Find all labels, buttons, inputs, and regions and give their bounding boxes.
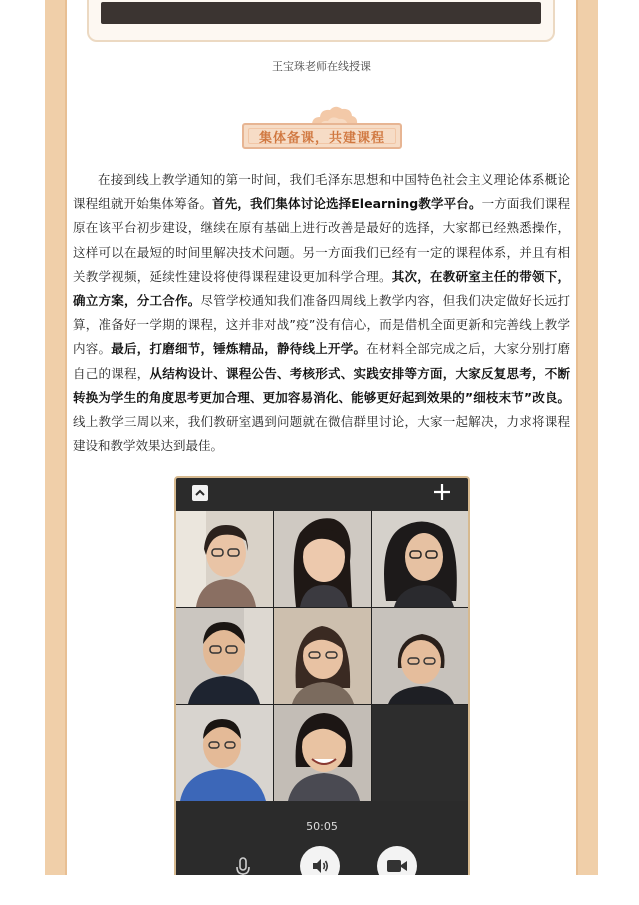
participant-video-2[interactable] [274,511,371,607]
participant-video-3[interactable] [372,511,469,607]
participant-video-1[interactable] [176,511,273,607]
article-text: 一方面我们课程原在该平台初步建设，继续在原有基础上进行改善是最好的选择，大家都已经熟悉操作，这样可以在最短的时间里解决技术问题。另一方面我们已经有一定的课程体系，并且有相关教学视频，延续性建设将使得课程建设更加科学合理。 [73,196,570,284]
article-emphasis: 其次，在教研室主任的带领下，确立方案，分工合作。 [73,268,570,309]
participant-video-4[interactable] [176,608,273,704]
article-text: 在材料全部完成之后，大家分别打磨自己的课程， [73,341,570,381]
participant-video-5[interactable] [274,608,371,704]
participant-grid [176,511,468,801]
collapse-button[interactable] [192,485,208,501]
article-text: 在接到线上教学通知的第一时间，我们毛泽东思想和中国特色社会主义理论体系概论课程组就开始集体筹备。 [73,172,570,212]
left-decorative-stripe [45,0,67,875]
participant-video-6[interactable] [372,608,469,704]
participant-video-8[interactable] [274,705,371,801]
article-text: 线上教学三周以来，我们教研室遇到问题就在微信群里讨论，大家一起解决，力求将课程建设和教学效果达到最佳。 [73,414,570,454]
video-call-screenshot [174,476,470,875]
right-decorative-stripe [576,0,598,875]
empty-video-slot [372,705,469,801]
microphone-icon[interactable] [234,856,252,875]
article-emphasis: 首先，我们集体讨论选择Elearning教学平台。 [212,196,482,212]
speaker-icon [310,856,330,875]
article-paragraph [73,168,570,458]
article-emphasis: 最后，打磨细节，锤炼精品，静待线上开学。 [111,341,367,357]
article-text: 尽管学校通知我们准备四周线上教学内容，但我们决定做好长远打算，准备好一学期的课程，这并非对战”疫”没有信心，而是借机全面更新和完善线上教学内容。 [73,293,570,357]
call-topbar [176,478,468,510]
camera-button[interactable] [377,846,417,875]
participant-video-7[interactable] [176,705,273,801]
section-heading: 集体备课，共建课程 [258,130,385,146]
section-heading-badge [242,123,402,149]
article-emphasis: 从结构设计、课程公告、考核形式、实践安排等方面，大家反复思考，不断转换为学生的角度思考更加合理、更加容易消化、能够更好起到效果的”细枝末节”改良。 [73,365,570,405]
speaker-button[interactable] [300,846,340,875]
camera-icon [386,858,408,874]
photo-caption: 王宝珠老师在线授课 [272,60,371,73]
top-photo-frame [87,0,555,42]
top-photo [101,2,541,24]
chevron-up-icon [192,485,208,501]
add-participant-icon[interactable] [432,482,452,502]
call-timer: 50:05 [306,820,338,833]
article-content [67,0,576,875]
